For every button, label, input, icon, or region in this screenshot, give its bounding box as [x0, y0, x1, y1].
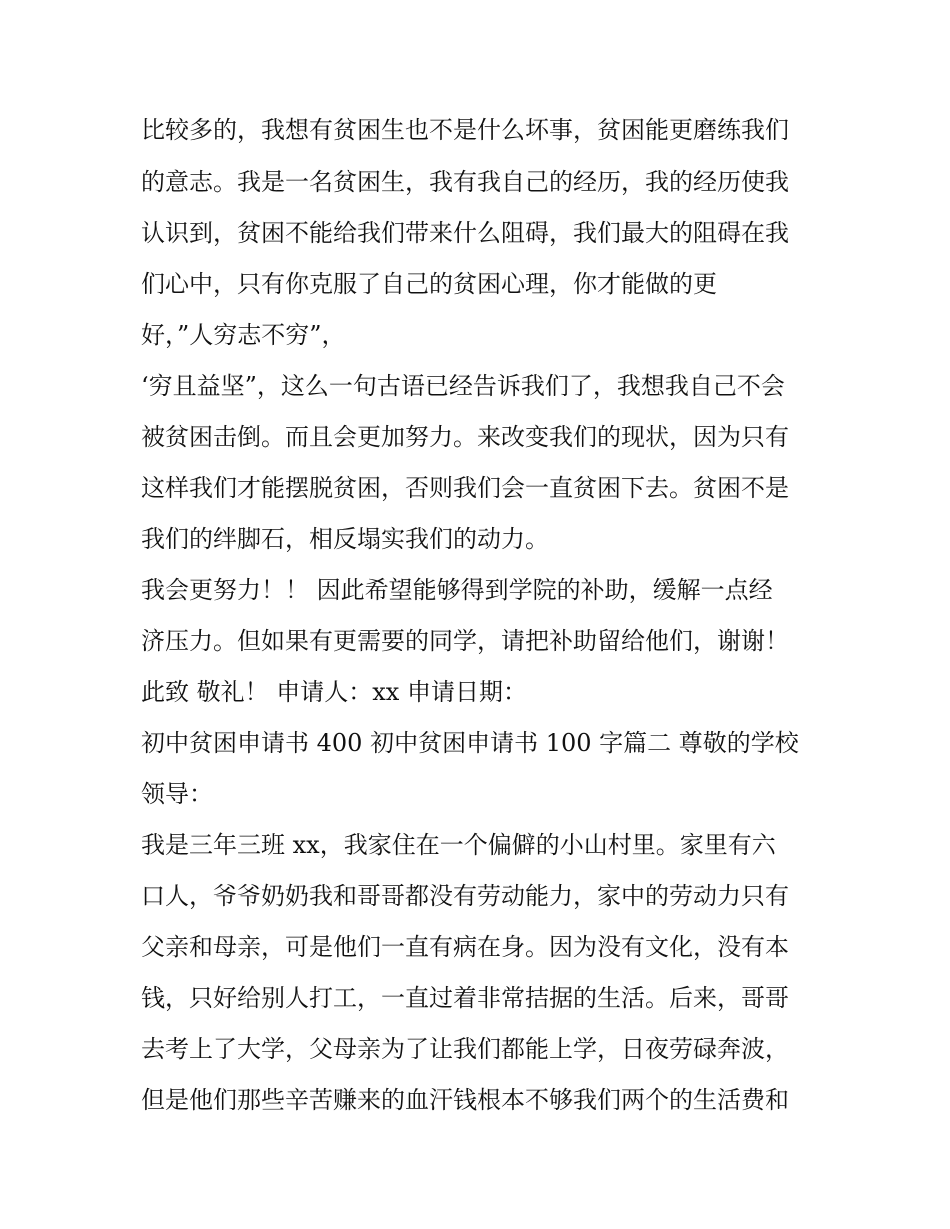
text-line: 领导：	[141, 780, 213, 808]
text-line: 口人，爷爷奶奶我和哥哥都没有劳动能力，家中的劳动力只有	[141, 882, 789, 910]
text-line: 们心中，只有你克服了自己的贫困心理，你才能做的更	[141, 270, 717, 298]
text-line: 初中贫困申请书 400 初中贫困申请书 100 字篇二 尊敬的学校	[141, 729, 799, 757]
text-line: ‘穷且益坚”，这么一句古语已经告诉我们了，我想我自己不会	[141, 372, 785, 400]
text-line: 这样我们才能摆脱贫困，否则我们会一直贫困下去。贫困不是	[141, 474, 789, 502]
text-line: 好，”人穷志不穷”，	[141, 321, 346, 349]
text-line: 比较多的，我想有贫困生也不是什么坏事，贫困能更磨练我们	[141, 116, 789, 144]
text-line: 我是三年三班 xx，我家住在一个偏僻的小山村里。家里有六	[141, 831, 776, 859]
text-line: 我们的绊脚石，相反塌实我们的动力。	[141, 525, 549, 553]
text-line: 但是他们那些辛苦赚来的血汗钱根本不够我们两个的生活费和	[141, 1086, 789, 1114]
text-line: 去考上了大学，父母亲为了让我们都能上学，日夜劳碌奔波，	[141, 1035, 789, 1063]
text-line: 认识到，贫困不能给我们带来什么阻碍，我们最大的阻碍在我	[141, 219, 789, 247]
text-line: 钱，只好给别人打工，一直过着非常拮据的生活。后来，哥哥	[141, 984, 789, 1012]
text-line: 济压力。但如果有更需要的同学，请把补助留给他们，谢谢！	[141, 627, 789, 655]
text-line: 此致 敬礼！ 申请人：xx 申请日期：	[141, 678, 527, 706]
text-line: 我会更努力！！ 因此希望能够得到学院的补助，缓解一点经	[141, 576, 773, 604]
text-line: 被贫困击倒。而且会更加努力。来改变我们的现状，因为只有	[141, 423, 789, 451]
text-line: 父亲和母亲，可是他们一直有病在身。因为没有文化，没有本	[141, 933, 789, 961]
text-line: 的意志。我是一名贫困生，我有我自己的经历，我的经历使我	[141, 168, 789, 196]
